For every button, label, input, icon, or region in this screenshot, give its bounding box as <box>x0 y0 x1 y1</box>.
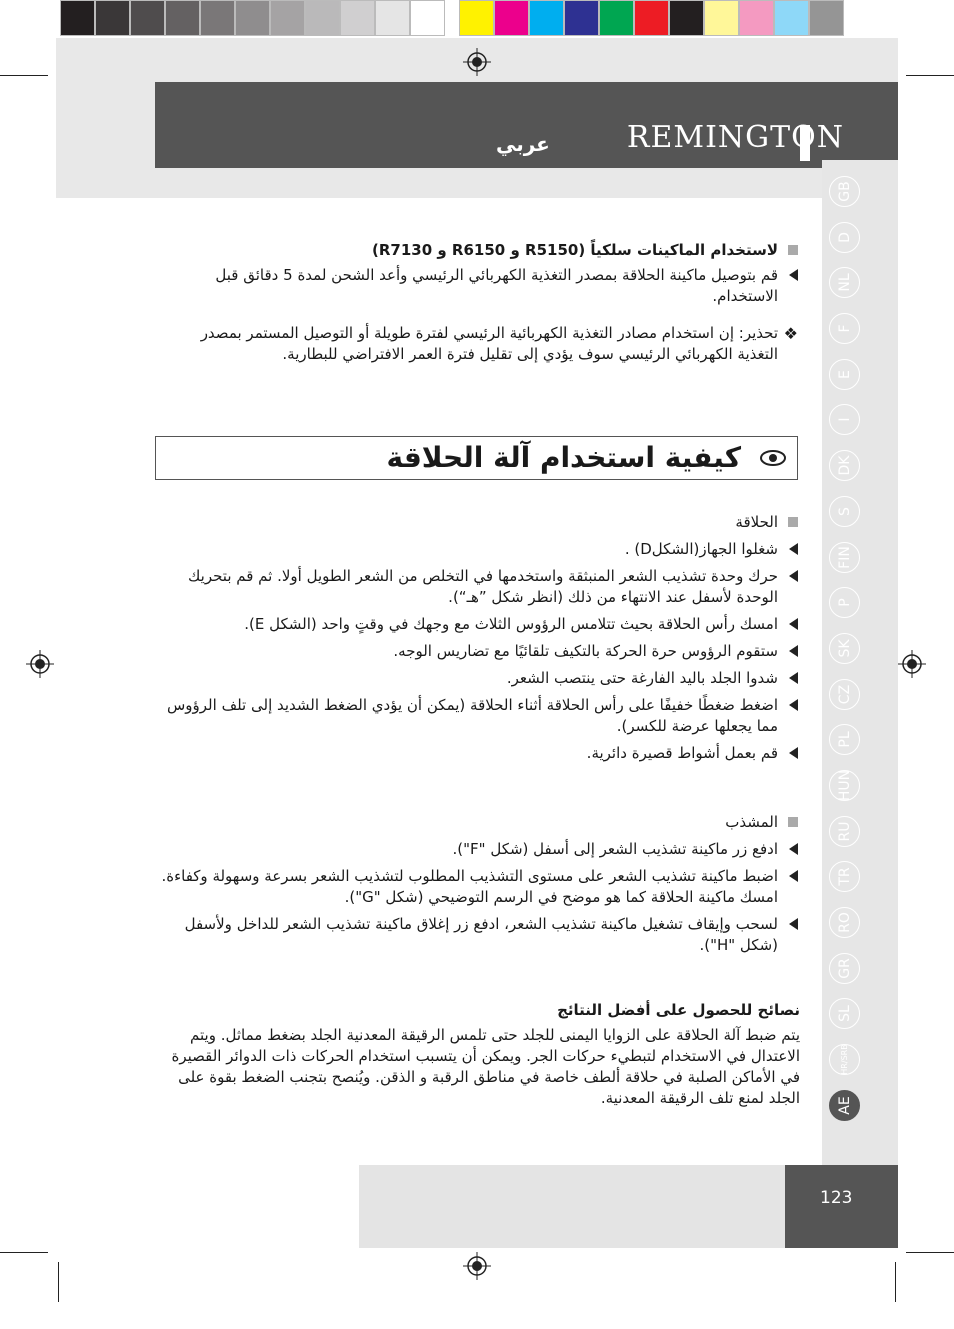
section-title-box <box>155 436 798 480</box>
color-swatch <box>445 0 459 38</box>
shaving-step: امسك رأس الحلاقة بحيث تتلامس الرؤوس الثلاث مع وجهك في وقتٍ واحد (الشكل E). <box>158 614 800 635</box>
intro-section <box>158 240 800 371</box>
language-tab-fin[interactable]: FIN <box>829 542 860 573</box>
tips-text: يتم ضبط آلة الحلاقة على الزوايا اليمنى للجلد حتى تلمس الرقيقة المعدنية الجلد بضغط مماثل. ويتم الاعتدال في الاستخدام لتبطيء حركات الجر. ويمكن أن يتسبب استخدام الحركات ذات الدوائر القصيرة في الأماكن الصلبة في حلاقة ألطف خاصة في مناطق الرقبة و الذقن. ويُنصح بتجنب الضغط بقوة على الجلد لمنع تلف الرقيقة المعدنية. <box>171 1026 800 1107</box>
bullet-arrow-icon <box>789 918 798 930</box>
language-tab-f[interactable]: F <box>829 313 860 344</box>
color-swatch <box>200 0 235 36</box>
language-tab-gb[interactable]: GB <box>829 176 860 207</box>
color-swatch <box>410 0 445 36</box>
color-swatch <box>130 0 165 36</box>
warning-note: ❖ تحذير: إن استخدام مصادر التغذية الكهربائية الرئيسي لفترة طويلة أو التوصيل المستمر بمصدر التغذية الكهربائي الرئيسي سوف يؤدي إلى تقليل فترة العمر الافتراضي للبطارية. <box>200 324 798 363</box>
language-tab-i[interactable]: I <box>829 404 860 435</box>
trimmer-step: ادفع زر ماكينة تشذيب الشعر إلى أسفل (شكل "F"). <box>158 839 800 860</box>
bullet-arrow-icon <box>789 618 798 630</box>
crop-mark <box>0 75 48 76</box>
language-tab-tr[interactable]: TR <box>829 861 860 892</box>
shaving-step: شدوا الجلد باليد الفارغة حتى ينتصب الشعر. <box>158 668 800 689</box>
color-swatch <box>95 0 130 36</box>
trimmer-step: اضبط ماكينة تشذيب الشعر على مستوى التشذيب المطلوب لتشذيب الشعر بسرعة وسهولة وكفاءة. امسك ماكينة الحلاقة كما هو موضح في الرسم التوضيحي (شكل "G"). <box>158 866 800 908</box>
section-title: كيفية استخدام آلة الحلاقة <box>386 441 741 474</box>
language-tab-dk[interactable]: DK <box>829 450 860 481</box>
bullet-arrow-icon <box>789 699 798 711</box>
language-tab-gr[interactable]: GR <box>829 953 860 984</box>
tips-heading: نصائح للحصول على أفضل النتائج <box>557 1001 800 1019</box>
shaving-step: ستقوم الرؤوس حرة الحركة بالتكيف تلقائيًا مع تضاريس الوجه. <box>158 641 800 662</box>
language-tab-hr-srb[interactable]: HR/SRB <box>829 1044 860 1075</box>
color-swatch <box>60 0 95 36</box>
crop-mark <box>895 1262 896 1302</box>
color-swatch <box>459 0 494 36</box>
language-title: عربي <box>496 132 550 156</box>
page-number: 123 <box>820 1188 853 1208</box>
color-swatch <box>235 0 270 36</box>
color-swatch <box>704 0 739 36</box>
language-tab-nl[interactable]: NL <box>829 267 860 298</box>
shaving-step: شغلوا الجهاز(الشكلD) . <box>158 539 800 560</box>
bullet-arrow-icon <box>789 543 798 555</box>
trimmer-step: لسحب وإيقاف تشغيل ماكينة تشذيب الشعر، ادفع زر إغلاق ماكينة تشذيب الشعر للداخل ولأسفل (شكل "H"). <box>158 914 800 956</box>
bullet-arrow-icon <box>789 570 798 582</box>
color-swatch <box>529 0 564 36</box>
color-swatch <box>669 0 704 36</box>
language-tab-hun[interactable]: HUN <box>829 770 860 801</box>
color-swatch <box>165 0 200 36</box>
registration-mark-icon <box>463 1252 491 1280</box>
color-swatch <box>305 0 340 36</box>
language-tab-s[interactable]: S <box>829 496 860 527</box>
bullet-arrow-icon <box>789 645 798 657</box>
shaving-step: قم بعمل أشواط قصيرة دائرية. <box>158 743 800 764</box>
intro-bullet: قم بتوصيل ماكينة الحلاقة بمصدر التغذية الكهربائي الرئيسي وأعد الشحن لمدة 5 دقائق قبل الاستخدام. <box>158 265 800 307</box>
color-swatch <box>634 0 669 36</box>
language-tab-e[interactable]: E <box>829 359 860 390</box>
color-swatch <box>494 0 529 36</box>
language-tabs <box>829 176 865 1135</box>
language-tab-ae[interactable]: AE <box>829 1090 860 1121</box>
shaving-step: اضغط ضغطًا خفيفًا على رأس الحلاقة أثناء الحلاقة (يمكن أن يؤدي الضغط الشديد إلى تلف الرؤوس مما يجعلها عرضة للكسر). <box>158 695 800 737</box>
language-tab-ro[interactable]: RO <box>829 907 860 938</box>
shaving-section <box>158 512 800 770</box>
trimmer-section <box>158 812 800 962</box>
eye-icon <box>759 444 787 472</box>
color-swatch <box>599 0 634 36</box>
registration-mark-icon <box>26 650 54 678</box>
color-swatch <box>270 0 305 36</box>
bullet-arrow-icon <box>789 747 798 759</box>
warning-icon: ❖ <box>783 324 798 343</box>
language-tab-d[interactable]: D <box>829 222 860 253</box>
intro-heading: لاستخدام الماكينات سلكياً (R5150 و R6150 و R7130) <box>158 240 800 261</box>
language-tab-p[interactable]: P <box>829 587 860 618</box>
language-tab-pl[interactable]: PL <box>829 724 860 755</box>
language-tab-ru[interactable]: RU <box>829 816 860 847</box>
language-tab-sl[interactable]: SL <box>829 998 860 1029</box>
crop-mark <box>906 1252 954 1253</box>
bullet-arrow-icon <box>789 672 798 684</box>
color-swatch <box>564 0 599 36</box>
color-calibration-bar <box>60 0 844 38</box>
tips-section <box>158 1000 800 1109</box>
color-swatch <box>809 0 844 36</box>
language-tab-sk[interactable]: SK <box>829 633 860 664</box>
language-tab-cz[interactable]: CZ <box>829 679 860 710</box>
bullet-arrow-icon <box>789 870 798 882</box>
color-swatch <box>375 0 410 36</box>
crop-mark <box>58 1262 59 1302</box>
color-swatch <box>739 0 774 36</box>
shaving-heading: الحلاقة <box>158 512 800 533</box>
crop-mark <box>0 1252 48 1253</box>
trimmer-heading: المشذب <box>158 812 800 833</box>
crop-mark <box>906 75 954 76</box>
color-swatch <box>774 0 809 36</box>
bullet-arrow-icon <box>789 843 798 855</box>
color-swatch <box>340 0 375 36</box>
registration-mark-icon <box>898 650 926 678</box>
brand-logo: REMINGTON <box>626 120 844 155</box>
registration-mark-icon <box>463 48 491 76</box>
shaving-step: حرك وحدة تشذيب الشعر المنبثقة واستخدمها في التخلص من الشعر الطويل أولا. ثم قم بتحريك الوحدة لأسفل عند الانتهاء من ذلك (انظر شكل ”هـ“). <box>158 566 800 608</box>
